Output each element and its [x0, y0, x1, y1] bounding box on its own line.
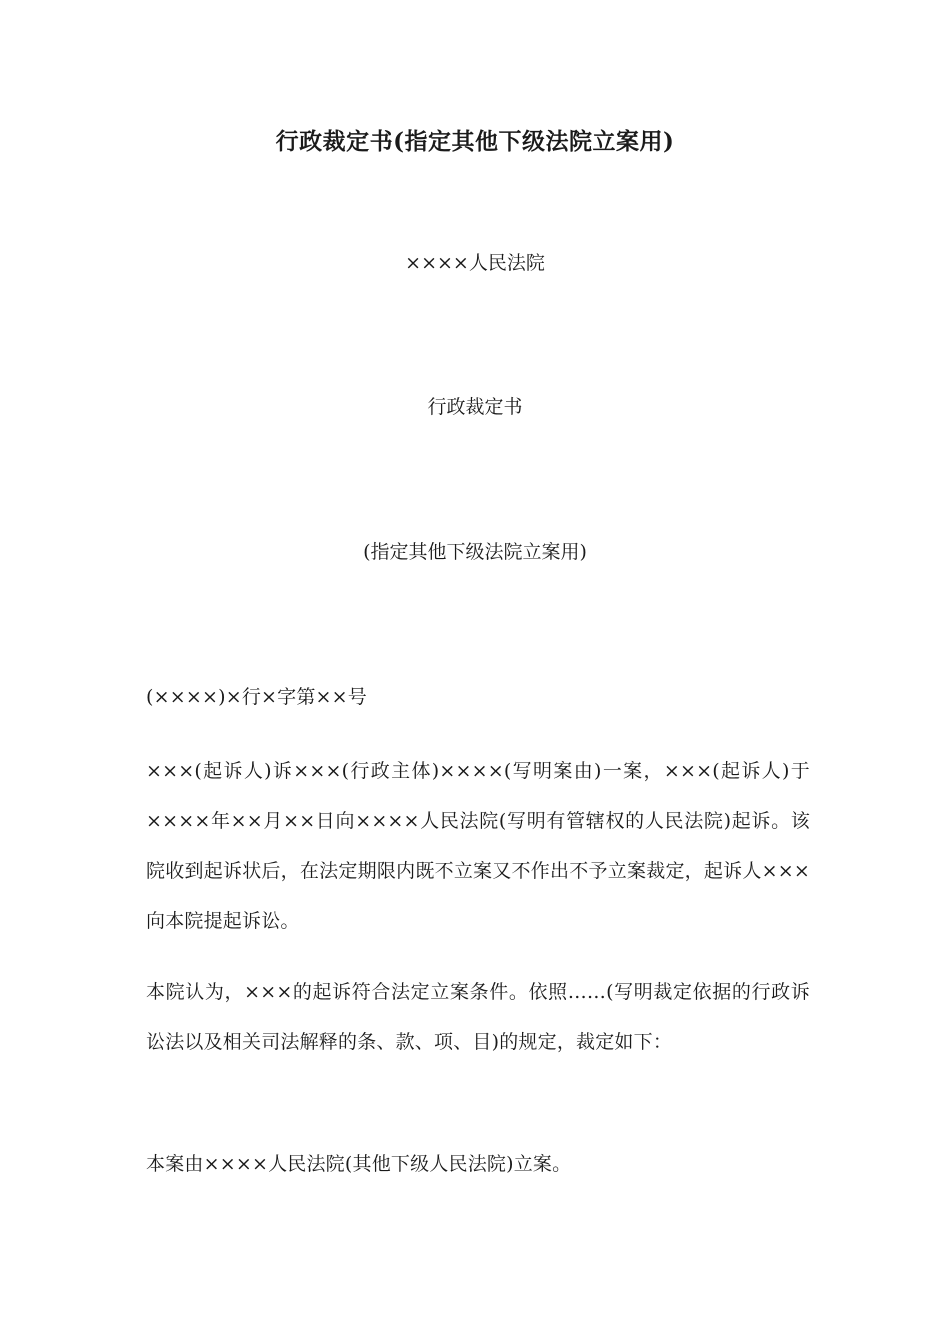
- paragraph-ruling: 本案由××××人民法院(其他下级人民法院)立案。: [146, 1153, 572, 1175]
- paragraph-facts: ×××(起诉人)诉×××(行政主体)××××(写明案由)一案，×××(起诉人)于××××年××月××日向××××人民法院(写明有管辖权的人民法院)起诉。该院收到起诉状后，在法定期限内既不立案又不作出不予立案裁定，起诉人×××向本院提起诉讼。: [146, 760, 810, 932]
- document-type: 行政裁定书: [427, 396, 523, 418]
- paragraph-reasoning: 本院认为，×××的起诉符合法定立案条件。依照……(写明裁定依据的行政诉讼法以及相关司法解释的条、款、项、目)的规定，裁定如下：: [146, 981, 810, 1053]
- case-number: (××××)×行×字第××号: [146, 686, 367, 708]
- court-name: ××××人民法院: [405, 252, 545, 274]
- document-title: 行政裁定书(指定其他下级法院立案用): [275, 128, 675, 155]
- document-subtitle: (指定其他下级法院立案用): [363, 541, 587, 563]
